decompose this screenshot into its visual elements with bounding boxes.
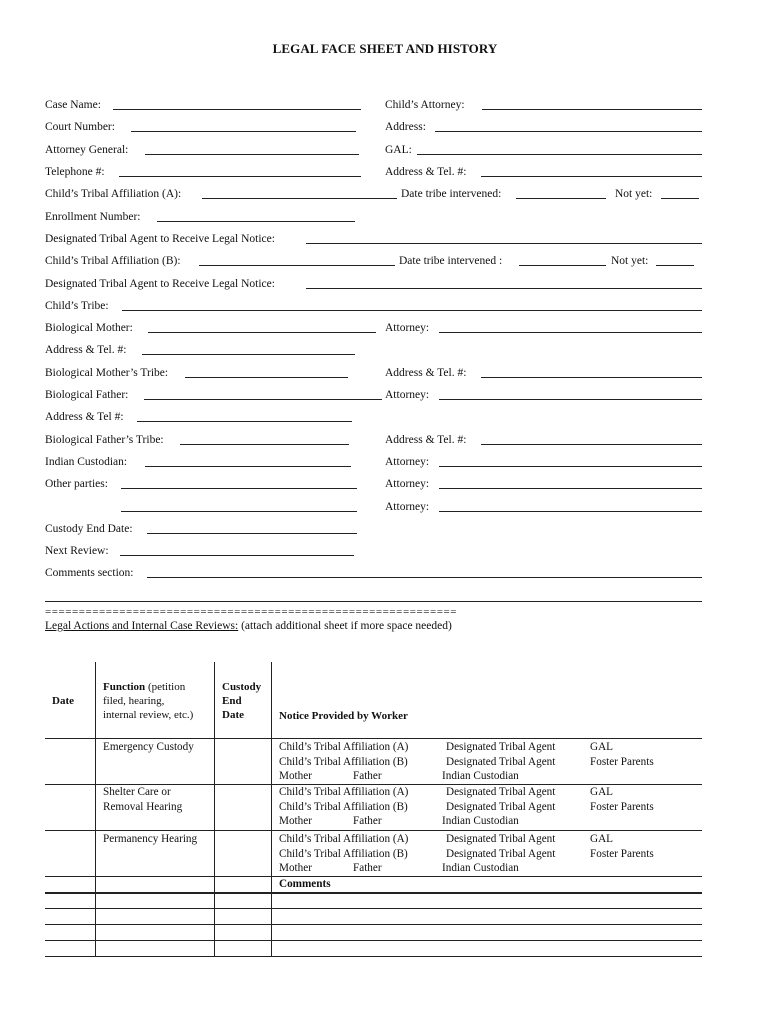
header-custody-line-1: Custody bbox=[222, 681, 262, 693]
table-row-rule bbox=[45, 908, 702, 909]
case-name-label: Case Name: bbox=[45, 99, 101, 111]
table-header-rule bbox=[45, 738, 702, 739]
table-row-rule bbox=[45, 876, 702, 877]
row2-notice-col2 bbox=[442, 785, 555, 829]
other-parties-label: Other parties: bbox=[45, 478, 108, 490]
childs-tribe-label: Child’s Tribe: bbox=[45, 300, 109, 312]
header-function bbox=[103, 680, 193, 722]
header-function-note-1: (petition bbox=[147, 681, 186, 693]
mother-tribe-address-label: Address & Tel. #: bbox=[385, 367, 467, 379]
comments-header: Comments bbox=[279, 878, 331, 890]
next-review-label: Next Review: bbox=[45, 545, 109, 557]
father-tribe-label: Biological Father’s Tribe: bbox=[45, 434, 164, 446]
not-yet-a-label: Not yet: bbox=[615, 188, 653, 200]
row1-notice-foster-parents[interactable]: Foster Parents bbox=[590, 755, 654, 768]
address-label: Address: bbox=[385, 121, 426, 133]
legal-actions-label: Legal Actions and Internal Case Reviews: bbox=[45, 620, 239, 632]
attorney-father-label: Attorney: bbox=[385, 389, 430, 401]
table-row-rule bbox=[45, 924, 702, 925]
row1-notice-gal[interactable]: GAL bbox=[590, 741, 613, 753]
date-tribe-intervened-a-label: Date tribe intervened: bbox=[401, 188, 502, 200]
mother-tribe-label: Biological Mother’s Tribe: bbox=[45, 367, 169, 379]
row2-notice-tribal-b[interactable]: Child’s Tribal Affiliation (B) bbox=[279, 800, 408, 813]
tribal-affiliation-a-label: Child’s Tribal Affiliation (A): bbox=[45, 188, 182, 200]
row1-function bbox=[103, 740, 194, 755]
row3-notice-col1 bbox=[279, 832, 408, 876]
row2-notice-indian-custodian[interactable]: Indian Custodian bbox=[442, 815, 519, 827]
table-col-divider bbox=[95, 662, 96, 956]
row3-notice-agent-1[interactable]: Designated Tribal Agent bbox=[446, 833, 556, 845]
separator-line: ============================================================= bbox=[45, 606, 457, 618]
comments-section-label: Comments section: bbox=[45, 567, 134, 579]
table-row-rule bbox=[45, 956, 702, 957]
row2-notice-col3 bbox=[590, 785, 654, 814]
row2-notice-tribal-a[interactable]: Child’s Tribal Affiliation (A) bbox=[279, 786, 409, 798]
row3-notice-agent-2[interactable]: Designated Tribal Agent bbox=[446, 847, 556, 860]
row2-notice-col1 bbox=[279, 785, 408, 829]
header-function-note-2: filed, hearing, bbox=[103, 695, 165, 707]
row1-notice-indian-custodian[interactable]: Indian Custodian bbox=[442, 770, 519, 782]
row2-notice-mother[interactable]: Mother bbox=[279, 815, 312, 827]
not-yet-b-label: Not yet: bbox=[611, 255, 649, 267]
row2-function-line-1: Shelter Care or bbox=[103, 786, 171, 798]
row2-function bbox=[103, 785, 182, 814]
table-col-divider bbox=[214, 662, 215, 956]
header-custody-end-date bbox=[222, 680, 261, 722]
row3-notice-indian-custodian[interactable]: Indian Custodian bbox=[442, 862, 519, 874]
header-custody-line-3: Date bbox=[222, 709, 244, 721]
custody-end-date-label: Custody End Date: bbox=[45, 523, 133, 535]
row3-function-line-1: Permanency Hearing bbox=[103, 833, 198, 845]
attorney-mother-label: Attorney: bbox=[385, 322, 430, 334]
attorney-general-label: Attorney General: bbox=[45, 144, 129, 156]
row1-function-line-1: Emergency Custody bbox=[103, 741, 194, 753]
header-custody-line-2: End bbox=[222, 695, 242, 707]
row1-notice-col3 bbox=[590, 740, 654, 769]
row3-notice-col3 bbox=[590, 832, 654, 861]
row1-notice-agent-2[interactable]: Designated Tribal Agent bbox=[446, 755, 556, 768]
mother-address-label: Address & Tel. #: bbox=[45, 344, 127, 356]
row2-function-line-2: Removal Hearing bbox=[103, 800, 183, 813]
father-address-label: Address & Tel #: bbox=[45, 411, 124, 423]
enrollment-number-label: Enrollment Number: bbox=[45, 211, 141, 223]
page-title: LEGAL FACE SHEET AND HISTORY bbox=[272, 41, 498, 56]
row1-notice-agent-1[interactable]: Designated Tribal Agent bbox=[446, 741, 556, 753]
date-tribe-intervened-b-label: Date tribe intervened : bbox=[399, 255, 503, 267]
row3-notice-foster-parents[interactable]: Foster Parents bbox=[590, 847, 654, 860]
table-row-rule bbox=[45, 892, 702, 894]
row1-notice-tribal-b[interactable]: Child’s Tribal Affiliation (B) bbox=[279, 755, 408, 768]
header-notice: Notice Provided by Worker bbox=[279, 710, 408, 722]
biological-mother-label: Biological Mother: bbox=[45, 322, 133, 334]
gal-label: GAL: bbox=[385, 144, 412, 156]
row2-notice-father[interactable]: Father bbox=[353, 815, 382, 827]
row1-notice-father[interactable]: Father bbox=[353, 770, 382, 782]
address-tel-label: Address & Tel. #: bbox=[385, 166, 467, 178]
table-row-rule bbox=[45, 940, 702, 941]
row1-notice-tribal-a[interactable]: Child’s Tribal Affiliation (A) bbox=[279, 741, 409, 753]
row3-notice-col2 bbox=[442, 832, 555, 876]
row1-notice-mother[interactable]: Mother bbox=[279, 770, 312, 782]
row1-notice-col2 bbox=[442, 740, 555, 784]
legal-actions-note: (attach additional sheet if more space needed) bbox=[241, 620, 452, 632]
row3-function bbox=[103, 832, 197, 847]
row3-notice-tribal-b[interactable]: Child’s Tribal Affiliation (B) bbox=[279, 847, 408, 860]
row3-notice-tribal-a[interactable]: Child’s Tribal Affiliation (A) bbox=[279, 833, 409, 845]
table-row-rule bbox=[45, 830, 702, 831]
row2-notice-gal[interactable]: GAL bbox=[590, 786, 613, 798]
row3-notice-gal[interactable]: GAL bbox=[590, 833, 613, 845]
header-function-bold: Function bbox=[103, 681, 146, 693]
telephone-label: Telephone #: bbox=[45, 166, 105, 178]
table-col-divider bbox=[271, 662, 272, 956]
court-number-label: Court Number: bbox=[45, 121, 115, 133]
tribal-affiliation-b-label: Child’s Tribal Affiliation (B): bbox=[45, 255, 181, 267]
row2-notice-agent-1[interactable]: Designated Tribal Agent bbox=[446, 786, 556, 798]
biological-father-label: Biological Father: bbox=[45, 389, 129, 401]
header-function-note-3: internal review, etc.) bbox=[103, 709, 194, 721]
tribal-agent-a-label: Designated Tribal Agent to Receive Legal Notice: bbox=[45, 233, 275, 245]
tribal-agent-b-label: Designated Tribal Agent to Receive Legal Notice: bbox=[45, 278, 275, 290]
row1-notice-col1 bbox=[279, 740, 408, 784]
attorney-other2-label: Attorney: bbox=[385, 501, 430, 513]
row2-notice-foster-parents[interactable]: Foster Parents bbox=[590, 800, 654, 813]
row3-notice-mother[interactable]: Mother bbox=[279, 862, 312, 874]
header-date: Date bbox=[52, 695, 74, 707]
father-tribe-address-label: Address & Tel. #: bbox=[385, 434, 467, 446]
attorney-other-label: Attorney: bbox=[385, 478, 430, 490]
attorney-custodian-label: Attorney: bbox=[385, 456, 430, 468]
row2-notice-agent-2[interactable]: Designated Tribal Agent bbox=[446, 800, 556, 813]
row3-notice-father[interactable]: Father bbox=[353, 862, 382, 874]
indian-custodian-label: Indian Custodian: bbox=[45, 456, 128, 468]
childs-attorney-label: Child’s Attorney: bbox=[385, 99, 465, 111]
